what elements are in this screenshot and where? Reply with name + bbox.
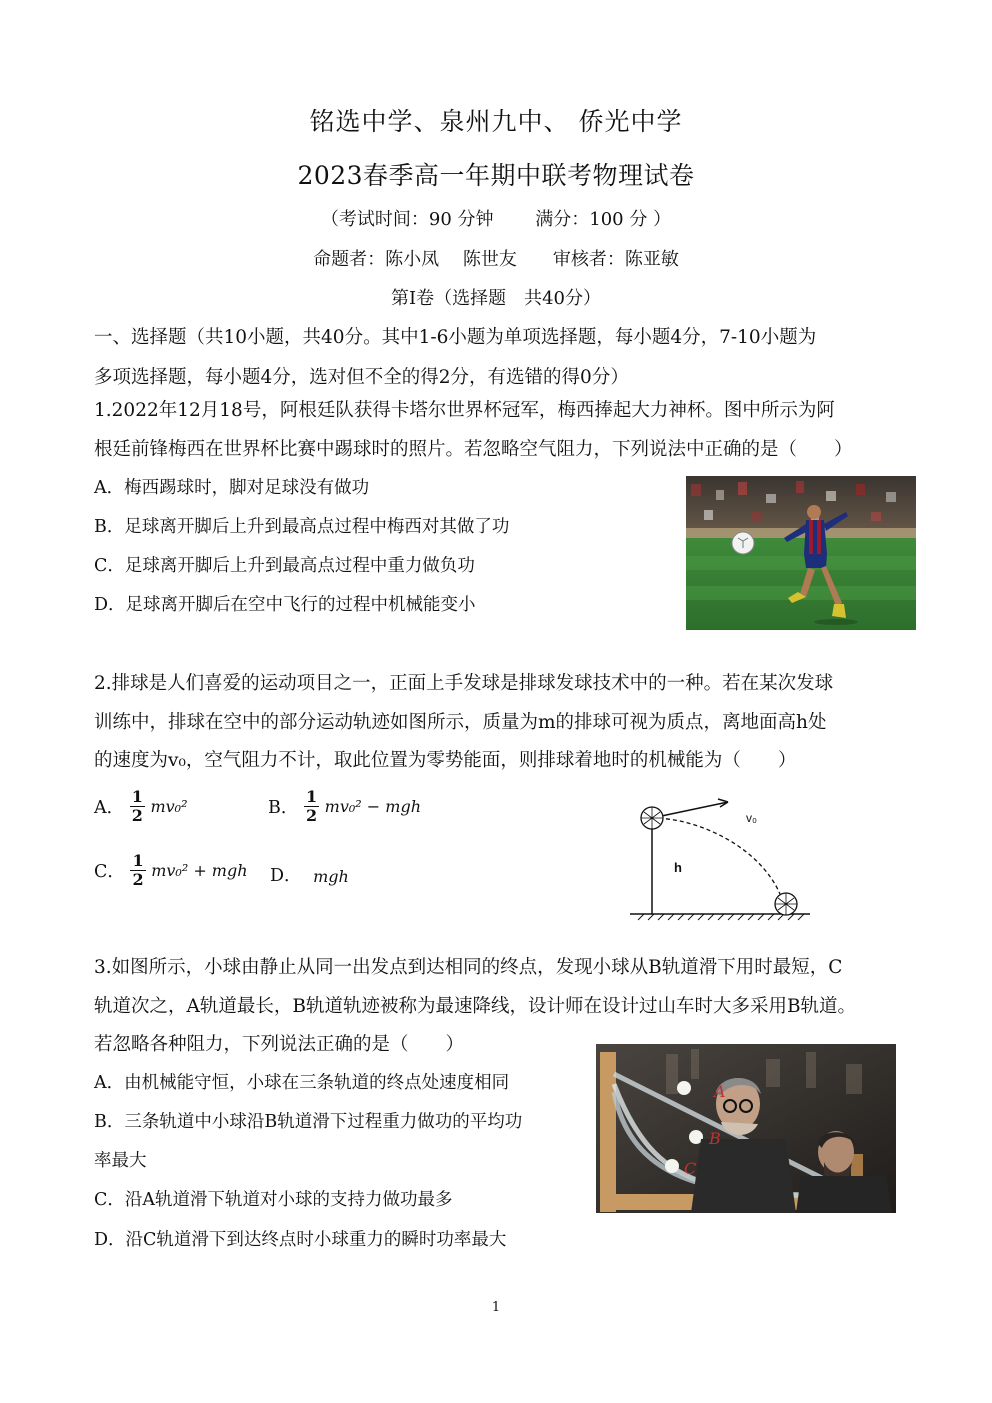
q3-option-b-line1: B．三条轨道中小球沿B轨道滑下过程重力做功的平均功	[94, 1112, 523, 1132]
q2-option-c-expr: mv₀² + mgh	[151, 861, 248, 880]
football-photo	[686, 476, 916, 630]
fraction-half: $\frac{1}{2}$	[305, 787, 318, 825]
section-instructions-line2: 多项选择题，每小题4分，选对但不全的得2分，有选错的得0分）	[94, 367, 629, 388]
q2-option-d: D． mgh	[270, 866, 349, 886]
q1-stem-line2: 根廷前锋梅西在世界杯比赛中踢球时的照片。若忽略空气阻力，下列说法中正确的是（ ）	[94, 439, 853, 460]
q2-stem-line3: 的速度为v₀，空气阻力不计，取此位置为零势能面，则排球着地时的机械能为（ ）	[94, 750, 797, 771]
section-instructions-line1: 一、选择题（共10小题，共40分。其中1-6小题为单项选择题，每小题4分，7-10小题为	[94, 327, 817, 348]
q2-option-d-expr: mgh	[313, 867, 349, 886]
exam-title: 2023春季高一年期中联考物理试卷	[297, 161, 695, 190]
track-label-c: C	[684, 1159, 697, 1178]
track-label-a: A	[714, 1082, 726, 1101]
exam-info: （考试时间：90 分钟 满分：100 分 ）	[320, 209, 672, 230]
q1-option-c: C．足球离开脚后上升到最高点过程中重力做负功	[94, 556, 475, 576]
q2-stem-line1: 2.排球是人们喜爱的运动项目之一，正面上手发球是排球发球技术中的一种。若在某次发球	[94, 673, 834, 694]
q2-option-a: A． $\frac{1}{2}$ mv₀²	[94, 787, 188, 825]
q3-option-a: A．由机械能守恒，小球在三条轨道的终点处速度相同	[94, 1073, 510, 1093]
authors: 命题者：陈小凤 陈世友 审核者：陈亚敏	[313, 249, 679, 270]
page-number: 1	[491, 1300, 501, 1315]
q3-stem-line1: 3.如图所示，小球由静止从同一出发点到达相同的终点，发现小球从B轨道滑下用时最短，C	[94, 957, 843, 978]
q1-option-d: D．足球离开脚后在空中飞行的过程中机械能变小	[94, 595, 476, 615]
q2-option-b-expr: mv₀² − mgh	[324, 797, 422, 816]
q1-option-a: A．梅西踢球时，脚对足球没有做功	[94, 478, 370, 498]
track-label-b: B	[709, 1129, 721, 1148]
h-label: h	[674, 860, 682, 875]
q3-option-d: D．沿C轨道滑下到达终点时小球重力的瞬时功率最大	[94, 1230, 507, 1250]
q2-stem-line2: 训练中，排球在空中的部分运动轨迹如图所示，质量为m的排球可视为质点，离地面高h处	[94, 712, 827, 733]
q3-stem-line2: 轨道次之，A轨道最长，B轨道轨迹被称为最速降线，设计师在设计过山车时大多采用B轨道。	[94, 996, 857, 1017]
part-title: 第Ⅰ卷（选择题 共40分）	[390, 288, 601, 309]
v0-label: v₀	[746, 811, 757, 825]
volleyball-diagram	[630, 788, 810, 928]
q2-option-a-expr: mv₀²	[150, 797, 188, 816]
q3-stem-line3: 若忽略各种阻力，下列说法正确的是（ ）	[94, 1034, 465, 1055]
q1-stem-line1: 1.2022年12月18号，阿根廷队获得卡塔尔世界杯冠军，梅西捧起大力神杯。图中所示为阿	[94, 400, 835, 421]
q2-option-c: C． $\frac{1}{2}$ mv₀² + mgh	[94, 851, 248, 889]
fraction-half: $\frac{1}{2}$	[131, 787, 143, 825]
track-photo	[596, 1044, 896, 1213]
school-names: 铭选中学、泉州九中、 侨光中学	[309, 107, 683, 136]
q3-option-c: C．沿A轨道滑下轨道对小球的支持力做功最多	[94, 1190, 453, 1210]
fraction-half: $\frac{1}{2}$	[132, 851, 144, 889]
q2-option-b: B． $\frac{1}{2}$ mv₀² − mgh	[268, 787, 422, 825]
q3-option-b-line2: 率最大	[94, 1151, 147, 1171]
q1-option-b: B．足球离开脚后上升到最高点过程中梅西对其做了功	[94, 517, 510, 537]
